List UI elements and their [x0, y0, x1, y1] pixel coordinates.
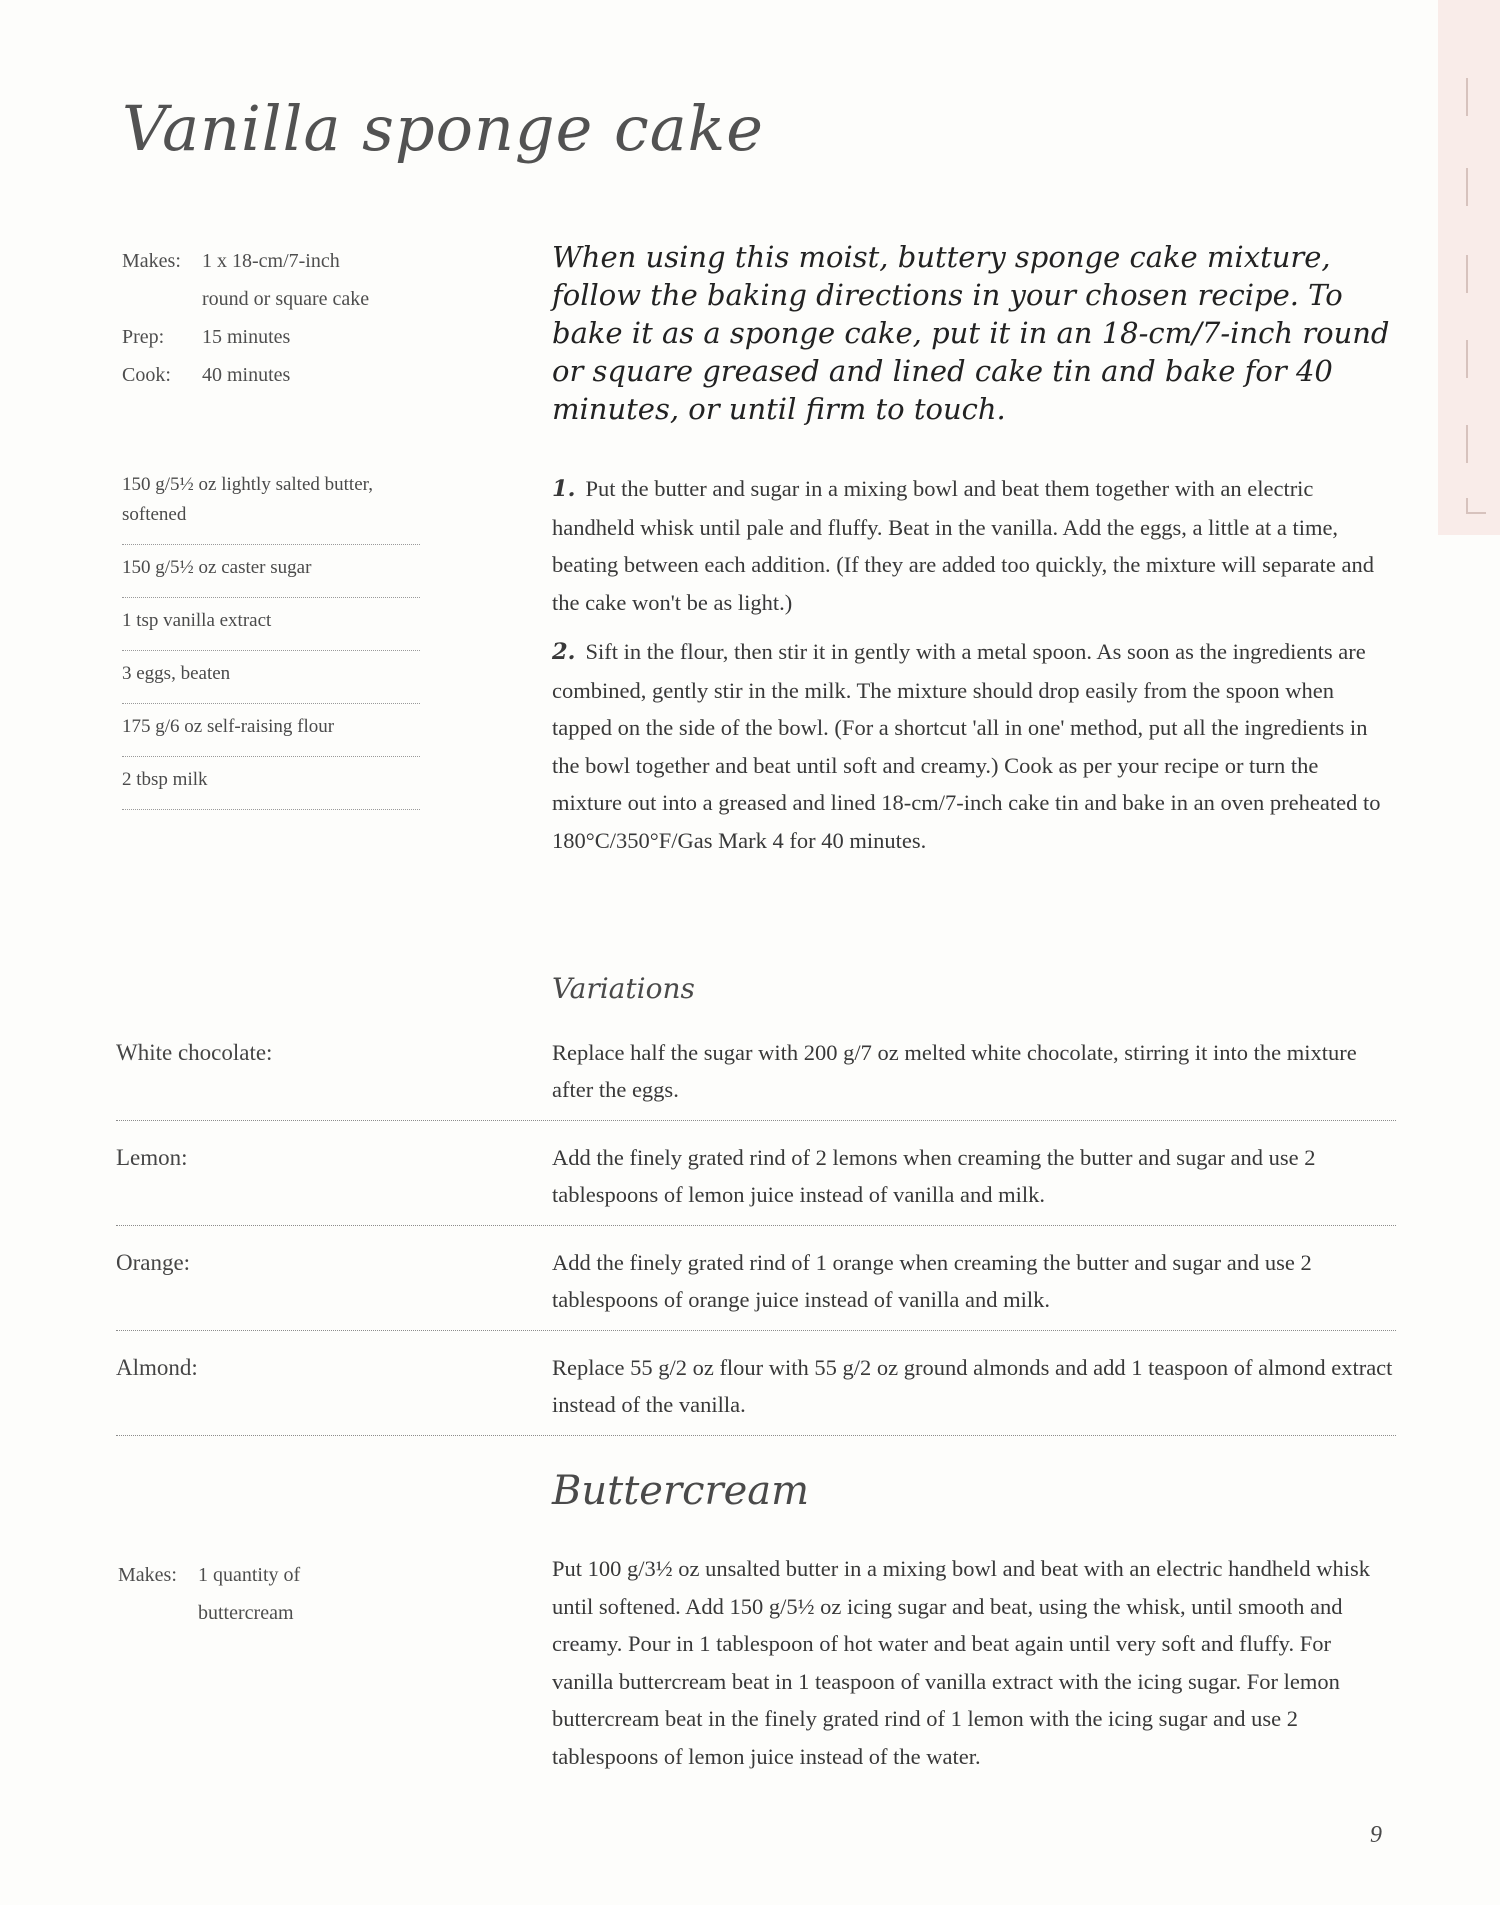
buttercream-meta [118, 1556, 300, 1632]
edge-mark [1466, 340, 1468, 378]
variation-text: Add the finely grated rind of 2 lemons when creaming the butter and sugar and use 2 tablespoons of lemon juice instead of vanilla and milk. [552, 1145, 1316, 1207]
variation-text: Add the finely grated rind of 1 orange when creaming the butter and sugar and use 2 tablespoons of orange juice instead of vanilla and milk. [552, 1250, 1312, 1312]
page-title: Vanilla sponge cake [122, 92, 764, 165]
edge-mark [1466, 78, 1468, 116]
variation-name: Lemon: [116, 1145, 188, 1170]
meta-row [118, 1556, 300, 1594]
meta-label: Prep: [122, 326, 165, 348]
page-number: 9 [1370, 1822, 1382, 1848]
ingredient-item: 1 tsp vanilla extract [122, 598, 420, 651]
buttercream-heading: Buttercream [552, 1468, 810, 1514]
edge-mark [1466, 498, 1486, 514]
meta-value: 1 x 18-cm/7-inch [202, 250, 340, 272]
ingredient-list [122, 470, 420, 810]
meta-label: Makes: [118, 1564, 177, 1586]
edge-mark [1466, 425, 1468, 463]
ingredient-item: 2 tbsp milk [122, 757, 420, 810]
step-text: Put the butter and sugar in a mixing bowl and beat them together with an electric handheld whisk until pale and fluffy. Beat in the vanilla. Add the eggs, a little at a time, beating between each addition. (If they are added too quickly, the mixture will separate and the cake won't be as light.) [552, 476, 1374, 615]
meta-value: round or square cake [202, 288, 370, 310]
variation-text: Replace half the sugar with 200 g/7 oz melted white chocolate, stirring it into the mixture after the eggs. [552, 1040, 1357, 1102]
step-number: 2. [552, 639, 576, 665]
method-steps [552, 470, 1392, 871]
meta-row [122, 242, 369, 280]
variation-row [116, 1240, 1396, 1331]
edge-mark [1466, 168, 1468, 206]
variation-row [116, 1135, 1396, 1226]
variation-row [116, 1345, 1396, 1436]
meta-value: 40 minutes [202, 364, 291, 386]
meta-value: 15 minutes [202, 326, 291, 348]
ingredient-item: 150 g/5½ oz caster sugar [122, 545, 420, 598]
meta-row [122, 318, 369, 356]
ingredient-item: 3 eggs, beaten [122, 651, 420, 704]
meta-label: Makes: [122, 250, 181, 272]
recipe-meta [122, 242, 369, 394]
variations-table [116, 1030, 1396, 1450]
edge-mark [1466, 255, 1468, 293]
buttercream-text: Put 100 g/3½ oz unsalted butter in a mixing bowl and beat with an electric handheld whisk until softened. Add 150 g/5½ oz icing sugar and beat, using the whisk, until smooth and creamy. Pour in 1 tablespoon of hot water and beat again until very soft and fluffy. For vanilla buttercream beat in 1 teaspoon of vanilla extract with the icing sugar. For lemon buttercream beat in the finely grated rind of 1 lemon with the icing sugar and use 2 tablespoons of lemon juice instead of the water. [552, 1556, 1370, 1769]
meta-label [118, 1594, 198, 1632]
variation-name: White chocolate: [116, 1040, 273, 1065]
ingredient-item: 150 g/5½ oz lightly salted butter, softened [122, 470, 420, 545]
ingredient-item: 175 g/6 oz self-raising flour [122, 704, 420, 757]
method-step [552, 470, 1392, 621]
step-text: Sift in the flour, then stir it in gently with a metal spoon. As soon as the ingredients are combined, gently stir in the milk. The mixture should drop easily from the spoon when tapped on the side of the bowl. (For a shortcut 'all in one' method, put all the ingredients in the bowl together and beat until soft and creamy.) Cook as per your recipe or turn the mixture out into a greased and lined 18-cm/7-inch cake tin and bake in an oven preheated to 180°C/350°F/Gas Mark 4 for 40 minutes. [552, 639, 1381, 853]
variations-heading: Variations [552, 972, 695, 1005]
meta-value: buttercream [198, 1602, 294, 1624]
meta-row [122, 280, 369, 318]
variation-text: Replace 55 g/2 oz flour with 55 g/2 oz ground almonds and add 1 teaspoon of almond extract instead of the vanilla. [552, 1355, 1393, 1417]
variation-row [116, 1030, 1396, 1121]
meta-value: 1 quantity of [198, 1564, 301, 1586]
variation-name: Almond: [116, 1355, 198, 1380]
meta-label: Cook: [122, 364, 171, 386]
meta-row [122, 356, 369, 394]
page-edge-tab-strip [1438, 0, 1500, 535]
meta-label [122, 280, 202, 318]
meta-row [118, 1594, 300, 1632]
variation-name: Orange: [116, 1250, 191, 1275]
recipe-intro: When using this moist, buttery sponge cake mixture, follow the baking directions in your chosen recipe. To bake it as a sponge cake, put it in an 18-cm/7-inch round or square greased and lined cake tin and bake for 40 minutes, or until firm to touch. [552, 240, 1390, 426]
step-number: 1. [552, 476, 576, 502]
method-step [552, 633, 1392, 859]
